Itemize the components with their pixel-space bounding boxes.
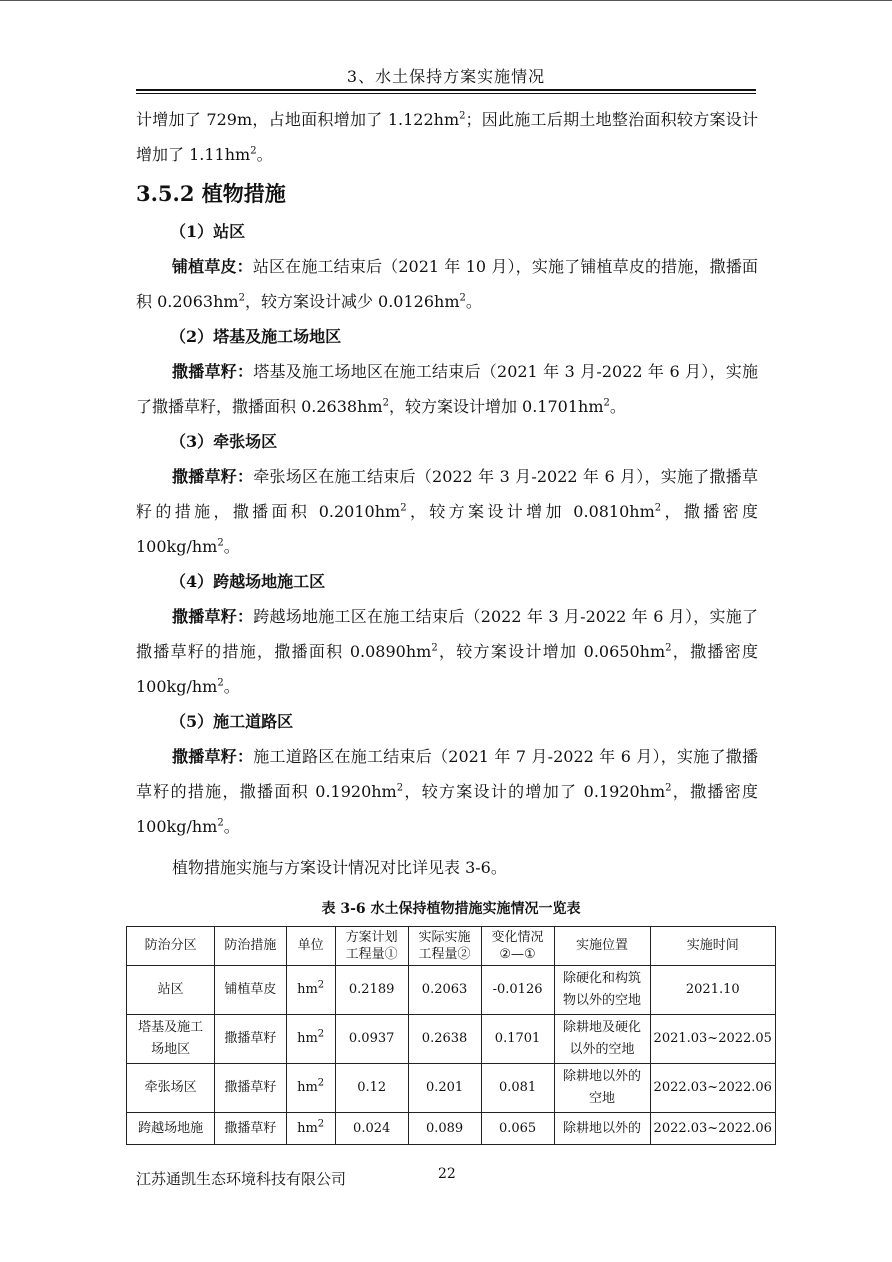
- superscript-2: 2: [654, 502, 662, 514]
- intro-text-1: 计增加了 729m，占地面积增加了 1.122hm: [136, 110, 460, 129]
- superscript-2: 2: [382, 397, 389, 409]
- cell-measure: 撒播草籽: [215, 1064, 286, 1113]
- header-measure: 防治措施: [215, 927, 286, 966]
- crossing-paragraph: [136, 599, 758, 704]
- road-text-2: ，较方案设计的增加了 0.1920hm: [403, 782, 666, 801]
- cell-time: 2022.03~2022.06: [650, 1113, 775, 1145]
- superscript-2: 2: [459, 292, 466, 304]
- cell-location-line2: 物以外的空地: [563, 993, 642, 1008]
- cell-location: [554, 1113, 650, 1145]
- cell-unit: [286, 966, 335, 1015]
- station-paragraph: [136, 249, 758, 319]
- header-planned-line2: 工程量①: [345, 947, 398, 962]
- header-change-line2: ②—①: [499, 947, 536, 962]
- cell-time: 2022.03~2022.06: [650, 1064, 775, 1113]
- road-text-4: 。: [223, 817, 240, 836]
- cell-change: 0.1701: [481, 1015, 554, 1064]
- crossing-text-1: 跨越场地施工区在施工结束后（2022 年 3 月-2022 年 6 月），实施了撒播草籽的措施，撒播面积 0.0890hm: [136, 607, 758, 661]
- pulling-text-2: ，较方案设计增加 0.0810hm: [406, 502, 655, 521]
- table-row: [127, 1113, 776, 1145]
- cell-location-line1: 除硬化和构筑: [563, 971, 642, 986]
- pulling-text-4: 。: [223, 537, 240, 556]
- plant-measures-table: [126, 926, 776, 1145]
- header-unit: 单位: [286, 927, 335, 966]
- superscript-2: 2: [400, 502, 407, 514]
- superscript-2: 2: [250, 145, 257, 157]
- unit-base: hm: [297, 1080, 318, 1095]
- header-rule-thin: [136, 93, 756, 94]
- cell-planned: 0.12: [335, 1064, 408, 1113]
- header-location: 实施位置: [554, 927, 650, 966]
- station-text-3: 。: [465, 292, 482, 311]
- header-actual-line2: 工程量②: [418, 947, 471, 962]
- table-row: [127, 1015, 776, 1064]
- subsection-road: （5）施工道路区: [170, 712, 294, 731]
- cell-time: 2021.03~2022.05: [650, 1015, 775, 1064]
- section-heading: 3.5.2 植物措施: [136, 181, 286, 206]
- cell-actual: 0.2638: [408, 1015, 481, 1064]
- pulling-paragraph: [136, 459, 758, 564]
- cell-location-line1: 除耕地以外的: [563, 1120, 642, 1136]
- cell-location-line1: 除耕地及硬化: [563, 1020, 642, 1035]
- road-text-3: ，撒播密度 100kg/hm: [136, 782, 758, 836]
- unit-exponent: 2: [317, 1028, 325, 1040]
- header-planned: [335, 927, 408, 966]
- cell-measure: 撒播草籽: [215, 1113, 286, 1145]
- measure-label: 撒播草籽：: [172, 467, 254, 486]
- crossing-text-4: 。: [223, 677, 240, 696]
- unit-base: hm: [297, 982, 318, 997]
- crossing-text-2: ，较方案设计增加 0.0650hm: [437, 642, 666, 661]
- cell-zone-line1: 跨越场地施: [138, 1120, 204, 1136]
- cell-zone-line1: 站区: [157, 982, 184, 997]
- cell-zone-line1: 塔基及施工: [138, 1020, 204, 1035]
- header-change: [481, 927, 554, 966]
- road-paragraph: [136, 739, 758, 844]
- header-rule: [136, 89, 756, 91]
- measure-label: 撒播草籽：: [172, 362, 254, 381]
- cell-location: [554, 1015, 650, 1064]
- cell-zone: [127, 966, 215, 1015]
- cell-measure: 撒播草籽: [215, 1015, 286, 1064]
- pulling-text-1: 牵张场区在施工结束后（2022 年 3 月-2022 年 6 月），实施了撒播草籽的措施，撒播面积 0.2010hm: [136, 467, 758, 521]
- tower-text-3: 。: [609, 397, 626, 416]
- unit-exponent: 2: [317, 979, 325, 991]
- table-header-row: [127, 927, 776, 966]
- header-change-line1: 变化情况: [491, 930, 544, 945]
- cell-change: 0.081: [481, 1064, 554, 1113]
- tower-text-1: 塔基及施工场地区在施工结束后（2021 年 3 月-2022 年 6 月），实施了撒播草籽，撒播面积 0.2638hm: [136, 362, 758, 416]
- summary-paragraph: 植物措施实施与方案设计情况对比详见表 3-6。: [172, 858, 507, 877]
- tower-text-2: ，较方案设计增加 0.1701hm: [388, 397, 604, 416]
- cell-unit: [286, 1064, 335, 1113]
- header-zone: 防治分区: [127, 927, 215, 966]
- cell-planned: 0.024: [335, 1113, 408, 1145]
- superscript-2: 2: [217, 537, 224, 549]
- unit-base: hm: [297, 1120, 318, 1136]
- header-planned-line1: 方案计划: [345, 930, 398, 945]
- cell-measure: 铺植草皮: [215, 966, 286, 1015]
- cell-location: [554, 966, 650, 1015]
- header-time: 实施时间: [650, 927, 775, 966]
- page-number: 22: [438, 1166, 456, 1182]
- cell-location-line2: 以外的空地: [569, 1042, 635, 1057]
- subsection-crossing: （4）跨越场地施工区: [170, 572, 326, 591]
- header-actual-line1: 实际实施: [418, 930, 471, 945]
- cell-planned: 0.2189: [335, 966, 408, 1015]
- footer-company: 江苏通凯生态环境科技有限公司: [136, 1170, 347, 1188]
- intro-paragraph: [136, 102, 758, 172]
- intro-text-2: ；因此施工后期土地整治面积较方案设计增加了 1.11hm: [136, 110, 758, 164]
- cell-zone-line1: 牵张场区: [144, 1080, 197, 1095]
- table-row: [127, 1064, 776, 1113]
- superscript-2: 2: [431, 642, 438, 654]
- cell-zone: [127, 1113, 215, 1145]
- cell-time: 2021.10: [650, 966, 775, 1015]
- cell-zone: [127, 1064, 215, 1113]
- cell-actual: 0.2063: [408, 966, 481, 1015]
- superscript-2: 2: [459, 110, 466, 122]
- cell-actual: 0.089: [408, 1113, 481, 1145]
- cell-unit: [286, 1015, 335, 1064]
- document-body: [136, 102, 758, 885]
- subsection-pulling: （3）牵张场区: [170, 432, 278, 451]
- cell-change: -0.0126: [481, 966, 554, 1015]
- crossing-text-3: ，撒播密度 100kg/hm: [136, 642, 758, 696]
- cell-zone: [127, 1015, 215, 1064]
- table-caption: 表 3-6 水土保持植物措施实施情况一览表: [321, 901, 581, 917]
- superscript-2: 2: [238, 292, 245, 304]
- table-row: [127, 966, 776, 1015]
- measure-label: 撒播草籽：: [172, 747, 254, 766]
- station-text-2: ，较方案设计减少 0.0126hm: [244, 292, 460, 311]
- header-actual: [408, 927, 481, 966]
- superscript-2: 2: [603, 397, 610, 409]
- running-header: 3、水土保持方案实施情况: [346, 67, 546, 86]
- cell-location-line2: 空地: [589, 1091, 616, 1106]
- superscript-2: 2: [396, 782, 404, 794]
- intro-text-3: 。: [256, 145, 273, 164]
- superscript-2: 2: [217, 817, 224, 829]
- unit-exponent: 2: [317, 1118, 325, 1130]
- superscript-2: 2: [217, 677, 224, 689]
- measure-label: 铺植草皮：: [172, 257, 253, 276]
- road-text-1: 施工道路区在施工结束后（2021 年 7 月-2022 年 6 月），实施了撒播草籽的措施，撒播面积 0.1920hm: [136, 747, 758, 801]
- subsection-station: （1）站区: [170, 222, 246, 241]
- cell-location: [554, 1064, 650, 1113]
- station-text-1: 站区在施工结束后（2021 年 10 月），实施了铺植草皮的措施，撒播面积 0.2063hm: [136, 257, 758, 311]
- unit-base: hm: [297, 1031, 318, 1046]
- pulling-text-3: ，撒播密度 100kg/hm: [136, 502, 758, 556]
- measure-label: 撒播草籽：: [172, 607, 254, 626]
- superscript-2: 2: [665, 782, 672, 794]
- unit-exponent: 2: [317, 1077, 325, 1089]
- cell-location-line1: 除耕地以外的: [563, 1069, 642, 1084]
- cell-unit: [286, 1113, 335, 1145]
- cell-change: 0.065: [481, 1113, 554, 1145]
- tower-paragraph: [136, 354, 758, 424]
- subsection-tower: （2）塔基及施工场地区: [170, 327, 342, 346]
- cell-planned: 0.0937: [335, 1015, 408, 1064]
- superscript-2: 2: [665, 642, 672, 654]
- cell-actual: 0.201: [408, 1064, 481, 1113]
- page-top-border: [0, 0, 892, 1]
- cell-zone-line2: 场地区: [151, 1042, 191, 1057]
